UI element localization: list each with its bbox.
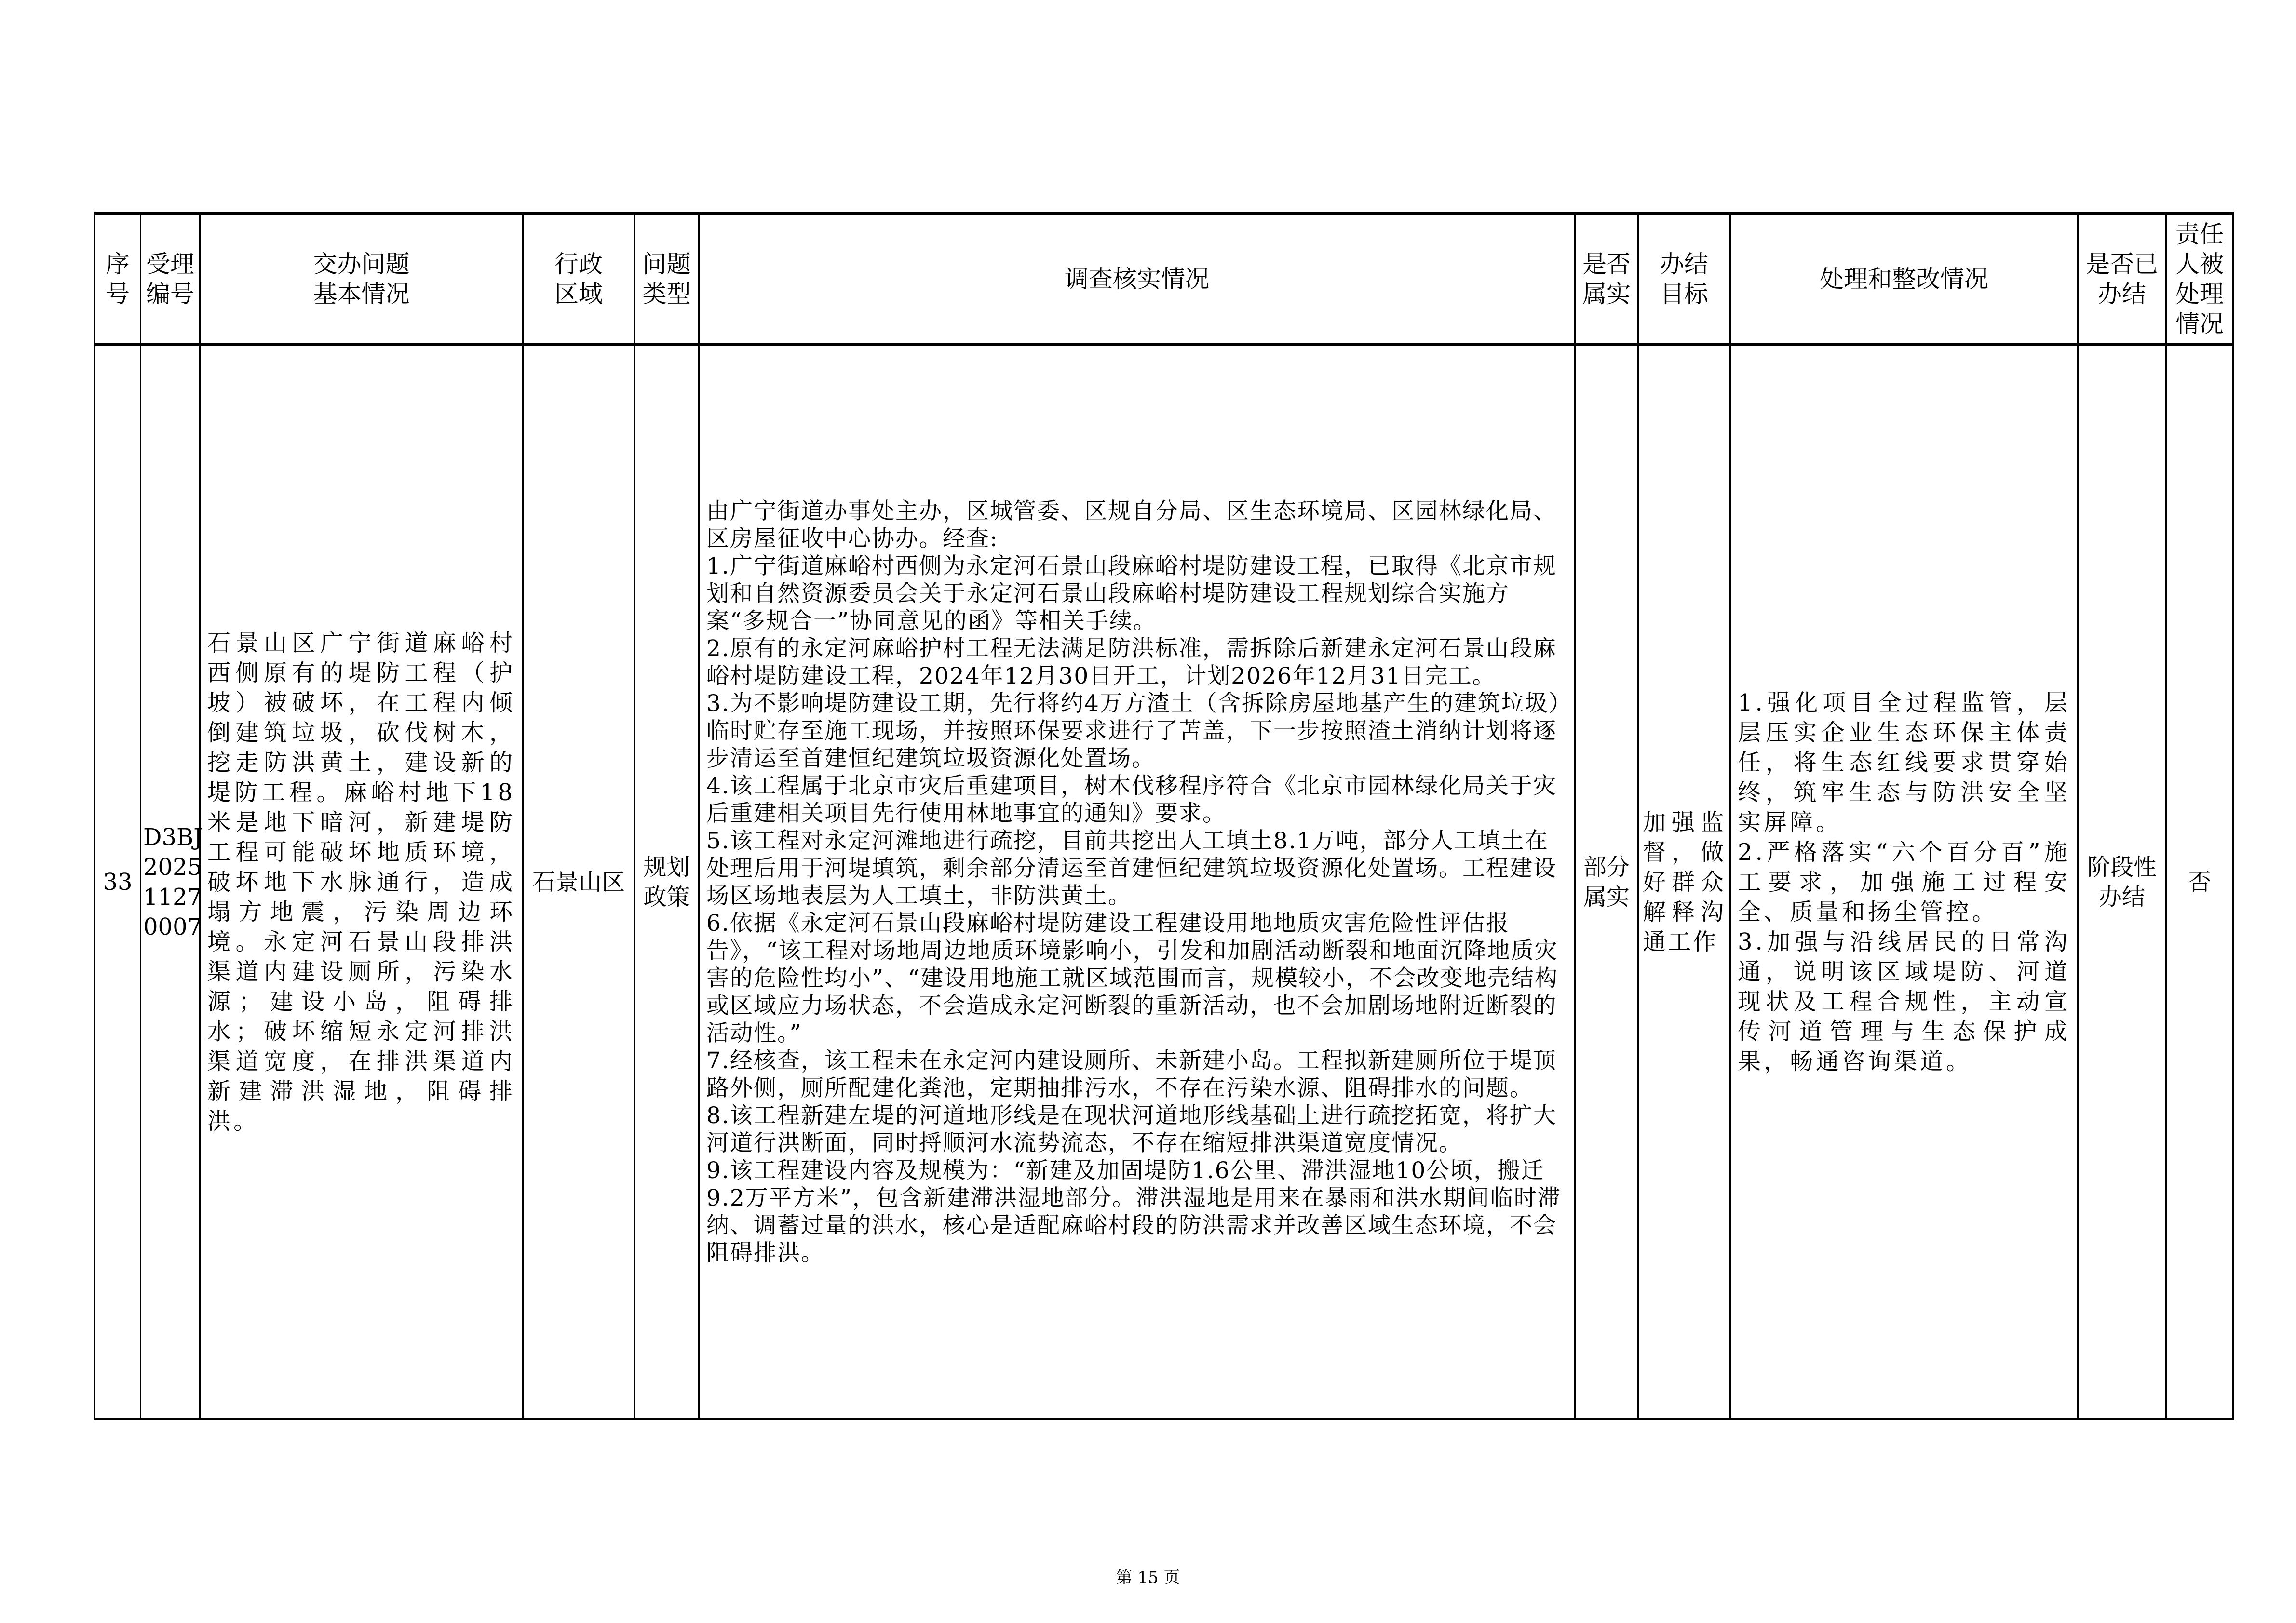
header-region-label: 行政区域	[554, 250, 603, 308]
header-investigation: 调查核实情况	[699, 213, 1575, 345]
header-region	[523, 213, 635, 345]
cell-verified: 部分属实	[1575, 345, 1638, 1419]
header-type	[635, 213, 699, 345]
header-goal-label: 办结目标	[1660, 250, 1708, 308]
table-row	[95, 345, 2233, 1419]
header-goal	[1638, 213, 1730, 345]
cell-seq: 33	[95, 345, 141, 1419]
cell-region: 石景山区	[523, 345, 635, 1419]
cell-closed: 阶段性办结	[2078, 345, 2166, 1419]
cell-accountability: 否	[2166, 345, 2233, 1419]
cell-goal: 加强监督，做好群众解释沟通工作	[1638, 345, 1730, 1419]
header-row	[95, 213, 2233, 345]
header-verified	[1575, 213, 1638, 345]
header-seq: 序 号	[95, 213, 141, 345]
header-id-label: 受理编号	[146, 250, 194, 308]
header-closed	[2078, 213, 2166, 345]
header-accountability: 责任 人被 处理 情况	[2166, 213, 2233, 345]
cell-type: 规划政策	[635, 345, 699, 1419]
cell-investigation: 由广宁街道办事处主办，区城管委、区规自分局、区生态环境局、区园林绿化局、区房屋征收中心协办。经查: 1.广宁街道麻峪村西侧为永定河石景山段麻峪村堤防建设工程，已取得《北京市规划和自然资源委员会关于永定河石景山段麻峪村堤防建设工程规划综合实施方案“多规合一”协同意见的函》等相关手续。 2.原有的永定河麻峪护村工程无法满足防洪标准，需拆除后新建永定河石景山段麻峪村堤防建设工程，2024年12月30日开工，计划2026年12月31日完工。 3.为不影响堤防建设工期，先行将约4万方渣土（含拆除房屋地基产生的建筑垃圾）临时贮存至施工现场，并按照环保要求进行了苫盖，下一步按照渣土消纳计划将逐步清运至首建恒纪建筑垃圾资源化处置场。 4.该工程属于北京市灾后重建项目，树木伐移程序符合《北京市园林绿化局关于灾后重建相关项目先行使用林地事宜的通知》要求。 5.该工程对永定河滩地进行疏挖，目前共挖出人工填土8.1万吨，部分人工填土在处理后用于河堤填筑，剩余部分清运至首建恒纪建筑垃圾资源化处置场。工程建设场区场地表层为人工填土，非防洪黄土。 6.依据《永定河石景山段麻峪村堤防建设工程建设用地地质灾害危险性评估报告》，“该工程对场地周边地质环境影响小，引发和加剧活动断裂和地面沉降地质灾害的危险性均小”、“建设用地施工就区域范围而言，规模较小，不会改变地壳结构或区域应力场状态，不会造成永定河断裂的重新活动，也不会加剧场地附近断裂的活动性。” 7.经核查，该工程未在永定河内建设厕所、未新建小岛。工程拟新建厕所位于堤顶路外侧，厕所配建化粪池，定期抽排污水，不存在污染水源、阻碍排水的问题。 8.该工程新建左堤的河道地形线是在现状河道地形线基础上进行疏挖拓宽，将扩大河道行洪断面，同时捋顺河水流势流态，不存在缩短排洪渠道宽度情况。 9.该工程建设内容及规模为：“新建及加固堤防1.6公里、滞洪湿地10公顷，搬迁9.2万平方米”，包含新建滞洪湿地部分。滞洪湿地是用来在暴雨和洪水期间临时滞纳、调蓄过量的洪水，核心是适配麻峪村段的防洪需求并改善区域生态环境，不会阻碍排洪。	[699, 345, 1575, 1419]
cell-issue: 石景山区广宁街道麻峪村西侧原有的堤防工程（护坡）被破坏，在工程内倾倒建筑垃圾，砍伐树木，挖走防洪黄土，建设新的堤防工程。麻峪村地下18米是地下暗河，新建堤防工程可能破坏地质环境，破坏地下水脉通行，造成塌方地震，污染周边环境。永定河石景山段排洪渠道内建设厕所，污染水源；建设小岛，阻碍排水；破坏缩短永定河排洪渠道宽度，在排洪渠道内新建滞洪湿地，阻碍排洪。	[200, 345, 523, 1419]
header-issue: 交办问题 基本情况	[200, 213, 523, 345]
cell-rectification: 1.强化项目全过程监管，层层压实企业生态环保主体责任，将生态红线要求贯穿始终，筑牢生态与防洪安全坚实屏障。 2.严格落实“六个百分百”施工要求，加强施工过程安全、质量和扬尘管控。 3.加强与沿线居民的日常沟通，说明该区域堤防、河道现状及工程合规性，主动宣传河道管理与生态保护成果，畅通咨询渠道。	[1730, 345, 2078, 1419]
header-type-label: 问题类型	[642, 250, 691, 308]
page-number: 第 15 页	[1116, 1568, 1180, 1587]
header-closed-label: 是否已办结	[2086, 250, 2158, 308]
header-rectification: 处理和整改情况	[1730, 213, 2078, 345]
cell-id: D3BJ 2025 1127 0007	[141, 345, 200, 1419]
header-id	[141, 213, 200, 345]
header-verified-label: 是否属实	[1582, 250, 1631, 308]
case-table	[94, 212, 2234, 1420]
